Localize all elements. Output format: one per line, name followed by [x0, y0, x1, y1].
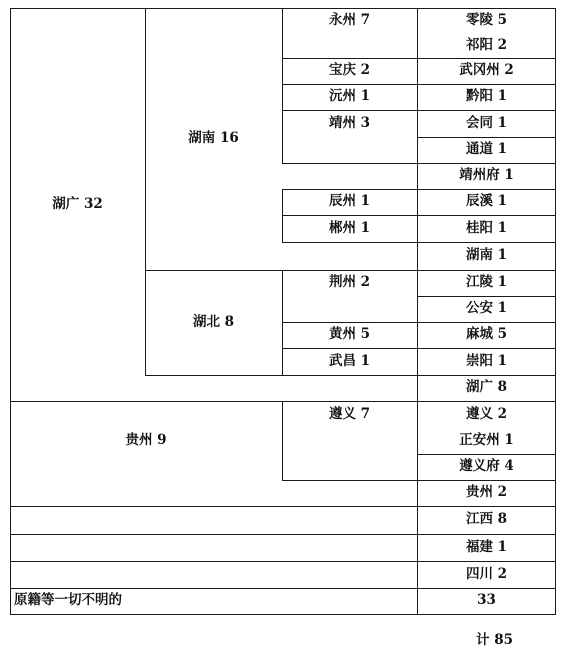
county-chongyang: 崇阳 1: [465, 352, 508, 369]
prefecture-jingzhou-hubei: 荆州 2: [328, 274, 371, 291]
county-qianyang: 黔阳 1: [465, 88, 508, 105]
province-fujian: 福建 1: [465, 538, 508, 555]
prefecture-chenzhou-a: 辰州 1: [328, 193, 371, 210]
province-guizhou: 贵州 9: [125, 431, 167, 448]
county-jiangling: 江陵 1: [465, 274, 508, 291]
prefecture-yongzhou: 永州 7: [328, 11, 371, 28]
county-guiyang: 桂阳 1: [465, 219, 508, 236]
prefecture-chenzhou-b: 郴州 1: [328, 219, 371, 236]
remainder-guizhou: 贵州 2: [465, 484, 508, 501]
unknown-origin-value: 33: [477, 592, 496, 609]
county-gongan: 公安 1: [465, 300, 508, 317]
county-huitong: 会同 1: [465, 114, 508, 131]
prefecture-yuanzhou: 沅州 1: [328, 88, 371, 105]
remainder-huguang: 湖广 8: [465, 379, 508, 396]
prefecture-jingzhou: 靖州 3: [328, 114, 371, 131]
county-macheng: 麻城 5: [465, 326, 508, 343]
county-wugang: 武冈州 2: [459, 62, 514, 79]
remainder-hunan: 湖南 1: [465, 247, 508, 264]
county-lingling: 零陵 5: [465, 11, 508, 28]
province-sichuan: 四川 2: [465, 565, 508, 582]
county-tongdao: 通道 1: [465, 141, 508, 158]
subprovince-hunan: 湖南 16: [188, 130, 239, 147]
province-huguang: 湖广 32: [52, 195, 103, 212]
prefecture-baoqing: 宝庆 2: [328, 62, 371, 79]
prefecture-wuchang: 武昌 1: [328, 352, 371, 369]
unknown-origin-label: 原籍等一切不明的: [14, 592, 122, 609]
county-qiyang: 祁阳 2: [465, 36, 508, 53]
county-chenxi: 辰溪 1: [465, 193, 508, 210]
grand-total: 计 85: [476, 632, 513, 648]
county-jingzhoufu: 靖州府 1: [459, 167, 514, 184]
county-zhenganzhou: 正安州 1: [459, 432, 514, 449]
province-jiangxi: 江西 8: [465, 511, 508, 528]
prefecture-zunyi: 遵义 7: [328, 405, 371, 422]
prefecture-huangzhou: 黄州 5: [328, 326, 371, 343]
subprovince-hubei: 湖北 8: [192, 313, 235, 330]
county-zunyifu: 遵义府 4: [459, 458, 514, 475]
county-zunyi: 遵义 2: [465, 405, 508, 422]
